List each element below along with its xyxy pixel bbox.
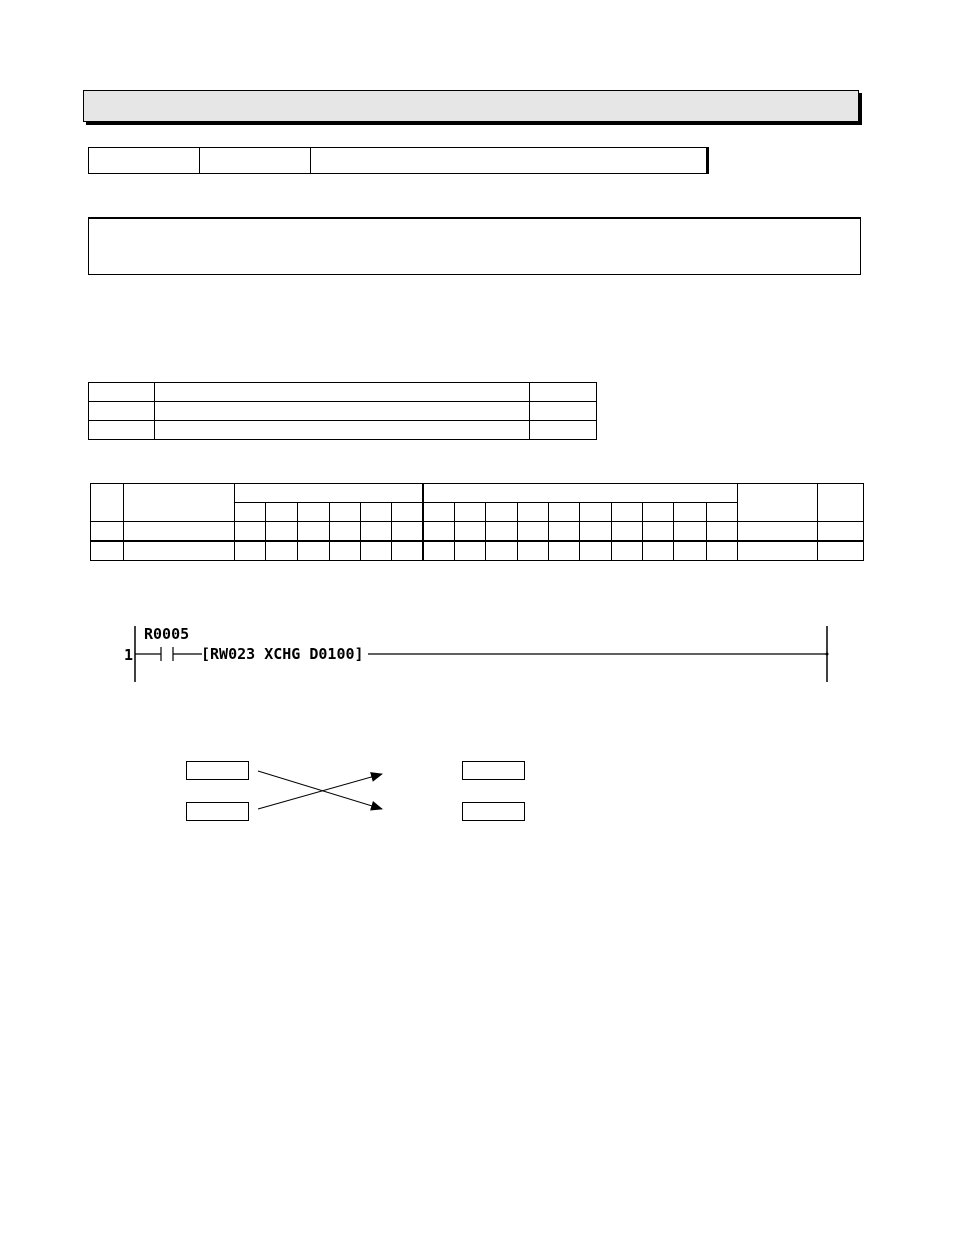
table-cell bbox=[817, 541, 863, 561]
table-cell bbox=[124, 541, 235, 561]
table-cell bbox=[360, 522, 391, 542]
table-cell bbox=[391, 522, 423, 542]
table-cell bbox=[423, 522, 454, 542]
table-header-group bbox=[423, 484, 737, 503]
table-cell bbox=[580, 522, 612, 542]
dest-box-2 bbox=[462, 802, 525, 821]
table-cell bbox=[706, 522, 737, 542]
operand-cell bbox=[154, 383, 529, 402]
table-cell bbox=[580, 541, 612, 561]
table-row bbox=[91, 522, 864, 542]
table-header-cell bbox=[706, 503, 737, 522]
ladder-diagram bbox=[120, 620, 840, 690]
table-cell bbox=[612, 522, 643, 542]
table-cell bbox=[612, 541, 643, 561]
table-row bbox=[91, 484, 864, 503]
table-cell bbox=[518, 541, 549, 561]
table-cell bbox=[485, 522, 517, 542]
table-cell bbox=[643, 522, 674, 542]
operand-cell bbox=[154, 421, 529, 440]
table-cell bbox=[674, 541, 706, 561]
table-header-cell bbox=[91, 484, 124, 522]
table-cell bbox=[706, 541, 737, 561]
table-cell bbox=[297, 522, 329, 542]
table-cell bbox=[266, 522, 297, 542]
table-row bbox=[91, 541, 864, 561]
header-cell-name bbox=[310, 147, 707, 174]
rung-number: 1 bbox=[124, 646, 134, 664]
table-cell bbox=[91, 522, 124, 542]
table-header-cell bbox=[485, 503, 517, 522]
table-cell bbox=[266, 541, 297, 561]
operand-cell bbox=[89, 402, 155, 421]
table-cell bbox=[454, 541, 485, 561]
xchg-instruction: [RW023 XCHG D0100] bbox=[201, 645, 364, 663]
table-cell bbox=[454, 522, 485, 542]
device-flag-table bbox=[90, 483, 864, 561]
table-cell bbox=[235, 541, 266, 561]
table-cell bbox=[297, 541, 329, 561]
table-cell bbox=[329, 541, 360, 561]
operand-cell bbox=[89, 421, 155, 440]
table-header-cell bbox=[643, 503, 674, 522]
table-header-cell bbox=[674, 503, 706, 522]
operand-table bbox=[88, 382, 597, 440]
table-cell bbox=[329, 522, 360, 542]
table-header-cell bbox=[235, 503, 266, 522]
table-cell bbox=[235, 522, 266, 542]
header-cell-category bbox=[88, 147, 199, 174]
dest-box-1 bbox=[462, 761, 525, 780]
table-header-cell bbox=[580, 503, 612, 522]
table-header-cell bbox=[423, 503, 454, 522]
operand-cell bbox=[89, 383, 155, 402]
table-cell bbox=[817, 522, 863, 542]
table-header-cell bbox=[360, 503, 391, 522]
header-cell-mnemonic bbox=[199, 147, 310, 174]
table-cell bbox=[737, 522, 817, 542]
table-header-cell bbox=[454, 503, 485, 522]
operand-cell bbox=[154, 402, 529, 421]
table-header-cell bbox=[518, 503, 549, 522]
table-cell bbox=[485, 541, 517, 561]
table-cell bbox=[518, 522, 549, 542]
table-header-cell bbox=[124, 484, 235, 522]
contact-label: R0005 bbox=[144, 625, 190, 643]
table-cell bbox=[423, 541, 454, 561]
operand-cell bbox=[530, 402, 597, 421]
table-header-cell bbox=[817, 484, 863, 522]
table-cell bbox=[124, 522, 235, 542]
table-row bbox=[89, 421, 597, 440]
table-cell bbox=[360, 541, 391, 561]
table-row bbox=[89, 383, 597, 402]
section-title-bar bbox=[83, 90, 859, 122]
table-cell bbox=[643, 541, 674, 561]
operand-cell bbox=[530, 383, 597, 402]
table-cell bbox=[674, 522, 706, 542]
operand-cell bbox=[530, 421, 597, 440]
table-header-cell bbox=[612, 503, 643, 522]
table-cell bbox=[549, 541, 580, 561]
table-header-cell bbox=[297, 503, 329, 522]
description-box bbox=[88, 217, 861, 275]
table-cell bbox=[549, 522, 580, 542]
table-cell bbox=[391, 541, 423, 561]
table-header-cell bbox=[391, 503, 423, 522]
table-header-cell bbox=[329, 503, 360, 522]
table-header-group bbox=[235, 484, 423, 503]
table-cell bbox=[91, 541, 124, 561]
table-header-cell bbox=[266, 503, 297, 522]
source-box-2 bbox=[186, 802, 249, 821]
source-box-1 bbox=[186, 761, 249, 780]
exchange-arrows bbox=[250, 765, 390, 815]
table-cell bbox=[737, 541, 817, 561]
table-header-cell bbox=[737, 484, 817, 522]
table-header-cell bbox=[549, 503, 580, 522]
table-row bbox=[89, 402, 597, 421]
